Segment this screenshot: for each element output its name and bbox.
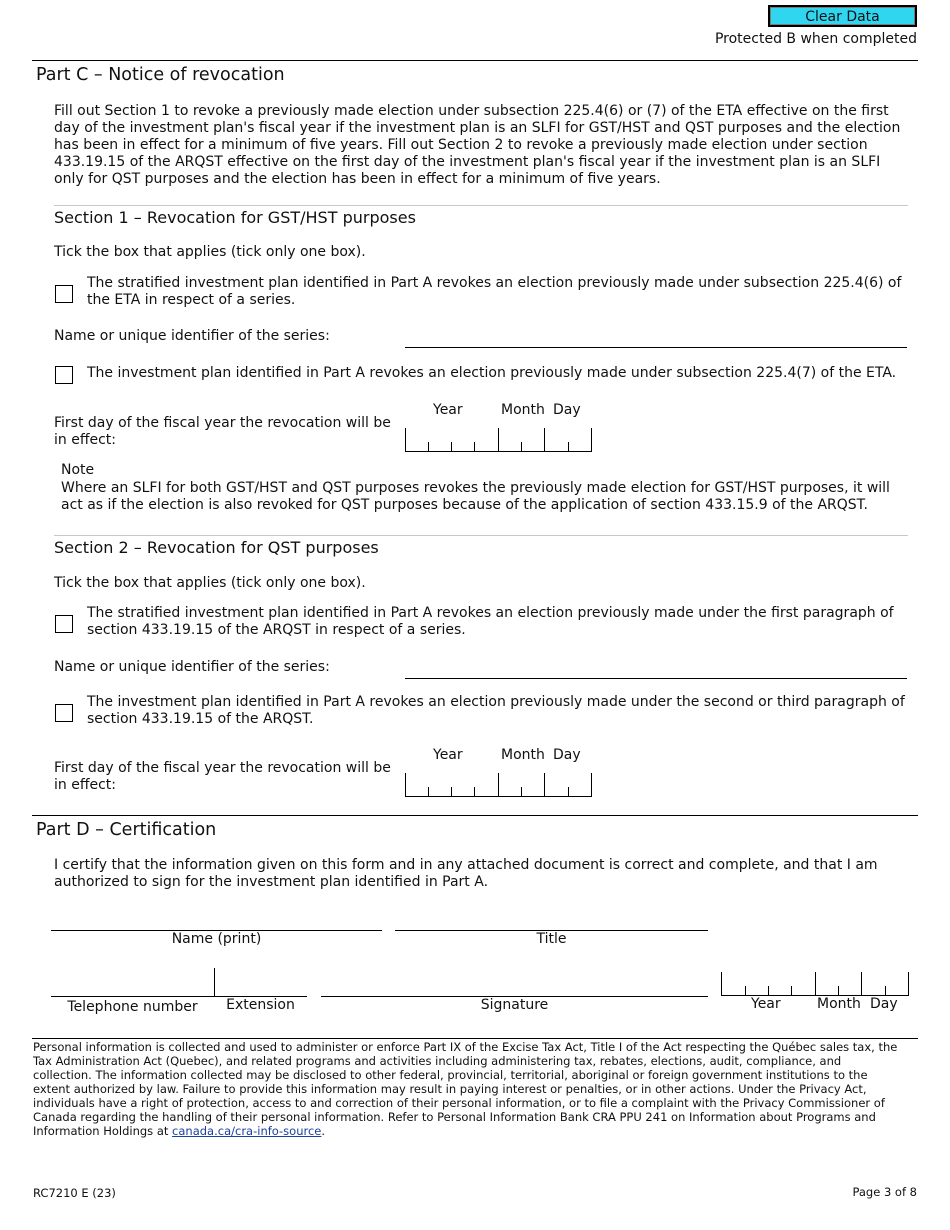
section-1-year-label: Year: [433, 402, 463, 418]
telephone-label: Telephone number: [67, 999, 198, 1015]
certification-month-label: Month: [817, 996, 861, 1012]
section-2-option-1-text: The stratified investment plan identified in Part A revokes an election previously made under the first paragraph of section 433.19.15 of the ARQST in respect of a series.: [87, 605, 894, 638]
part-c-title: Part C – Notice of revocation: [36, 65, 285, 85]
section-1-series-input[interactable]: [405, 328, 907, 348]
section-1-note-title: Note: [61, 462, 95, 478]
certification-date-input[interactable]: [721, 972, 909, 996]
section-2-date-input[interactable]: [405, 773, 592, 797]
section-1-option-2-text: The investment plan identified in Part A revokes an election previously made under subsection 225.4(7) of the ETA.: [87, 365, 897, 381]
section-2-year-label: Year: [433, 747, 463, 763]
part-d-top-rule: [32, 815, 918, 816]
section-1-option-1-text: The stratified investment plan identified in Part A revokes an election previously made under subsection 225.4(6) of the ETA in respect of a series.: [87, 275, 902, 308]
section-2-rule: [54, 535, 908, 536]
section-1-date-label: First day of the fiscal year the revocation will be in effect:: [54, 415, 391, 448]
section-2-month-label: Month: [501, 747, 545, 763]
section-1-option-2-checkbox[interactable]: [55, 366, 73, 384]
part-d-title: Part D – Certification: [36, 820, 217, 840]
part-c-top-rule: [32, 60, 918, 61]
section-2-option-1-checkbox[interactable]: [55, 615, 73, 633]
name-label: Name (print): [171, 931, 262, 947]
section-1-day-label: Day: [553, 402, 581, 418]
page-number: Page 3 of 8: [852, 1185, 917, 1199]
privacy-top-rule: [32, 1038, 918, 1039]
clear-data-button[interactable]: Clear Data: [768, 5, 917, 27]
section-1-option-1-checkbox[interactable]: [55, 285, 73, 303]
protected-label: Protected B when completed: [714, 31, 917, 47]
signature-label: Signature: [480, 997, 549, 1013]
section-2-tick-instruction: Tick the box that applies (tick only one box).: [54, 575, 366, 591]
extension-divider: [214, 968, 215, 996]
section-2-series-input[interactable]: [405, 659, 907, 679]
section-1-series-label: Name or unique identifier of the series:: [54, 328, 330, 344]
extension-label: Extension: [226, 997, 295, 1013]
section-1-note-text: Where an SLFI for both GST/HST and QST purposes revokes the previously made election for GST/HST purposes, it will act as if the election is also revoked for QST purposes because of the application of section 433.15.9 of the ARQST.: [61, 480, 890, 513]
privacy-notice: [33, 1040, 903, 1138]
section-2-series-label: Name or unique identifier of the series:: [54, 659, 330, 675]
section-1-month-label: Month: [501, 402, 545, 418]
part-d-statement: I certify that the information given on this form and in any attached document is correct and complete, and that I am authorized to sign for the investment plan identified in Part A.: [54, 857, 878, 890]
cra-info-source-link[interactable]: canada.ca/cra-info-source: [172, 1124, 322, 1138]
section-2-title: Section 2 – Revocation for QST purposes: [54, 538, 379, 557]
certification-year-label: Year: [751, 996, 781, 1012]
title-label: Title: [536, 931, 567, 947]
certification-day-label: Day: [870, 996, 898, 1012]
section-1-title: Section 1 – Revocation for GST/HST purposes: [54, 208, 416, 227]
form-id: RC7210 E (23): [33, 1186, 116, 1200]
section-2-option-2-checkbox[interactable]: [55, 704, 73, 722]
section-1-date-input[interactable]: [405, 428, 592, 452]
part-c-intro: Fill out Section 1 to revoke a previously made election under subsection 225.4(6) or (7) of the ETA effective on the first day of the investment plan's fiscal year if the investment plan is an SLFI for GST/HST and QST purposes and the election has been in effect for a minimum of five years. Fill out Section 2 to revoke a previously made election under section 433.19.15 of the ARQST effective on the first day of the investment plan's fiscal year if the investment plan is an SLFI only for QST purposes and the election has been in effect for a minimum of five years.: [54, 103, 901, 187]
privacy-end: .: [321, 1124, 326, 1138]
section-2-option-2-text: The investment plan identified in Part A revokes an election previously made under the second or third paragraph of section 433.19.15 of the ARQST.: [87, 694, 905, 727]
section-2-date-label: First day of the fiscal year the revocation will be in effect:: [54, 760, 391, 793]
section-1-rule: [54, 205, 908, 206]
privacy-text: Personal information is collected and used to administer or enforce Part IX of the Excise Tax Act, Title I of the Act respecting the Québec sales tax, the Tax Administration Act (Quebec), and related programs and activities including administering tax, rebates, elections, audit, compliance, and collection. The information collected may be disclosed to other federal, provincial, territorial, aboriginal or foreign government institutions to the extent authorized by law. Failure to provide this information may result in paying interest or penalties, or in other actions. Under the Privacy Act, individuals have a right of protection, access to and correction of their personal information, or to file a complaint with the Privacy Commissioner of Canada regarding the handling of their personal information. Refer to Personal Information Bank CRA PPU 241 on Information about Programs and Information Holdings at: [33, 1040, 898, 1138]
section-2-day-label: Day: [553, 747, 581, 763]
section-1-tick-instruction: Tick the box that applies (tick only one box).: [54, 244, 366, 260]
